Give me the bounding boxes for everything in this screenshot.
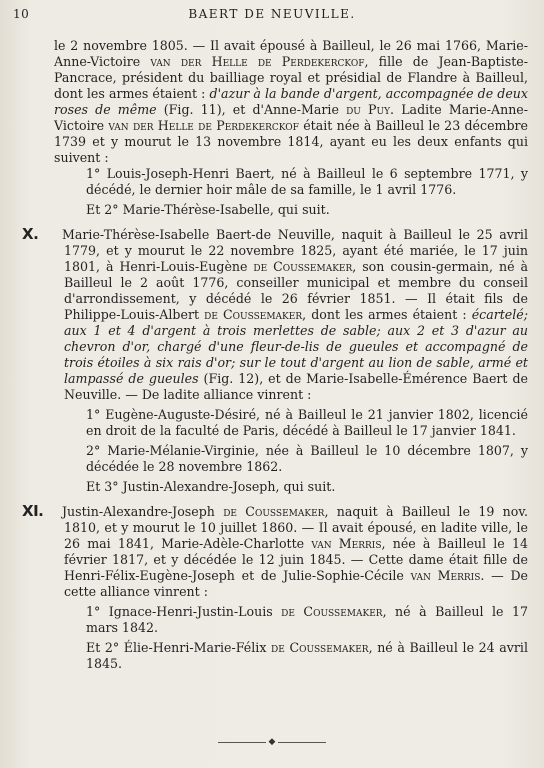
page-number: 10 — [13, 7, 30, 21]
surname: de Coussemaker — [204, 307, 303, 322]
surname: van Merris — [311, 536, 382, 551]
surname: de Coussemaker — [223, 504, 325, 519]
child-entry: 2° Marie-Mélanie-Virginie, née à Bailleul le 10 décembre 1807, y décédée le 28 novembre 1862. — [86, 443, 528, 474]
child-entry: Et 2° Élie-Henri-Marie-Félix de Coussemaker, né à Bailleul le 24 avril 1845. — [86, 640, 528, 671]
surname: de Coussemaker — [271, 640, 369, 655]
fleuron-ornament-icon: ◆ — [0, 738, 544, 747]
child-entry: 1° Ignace-Henri-Justin-Louis de Coussemaker, né à Bailleul le 17 mars 1842. — [86, 604, 528, 635]
generation-numeral: XI. — [22, 502, 44, 520]
heraldic-blazon: d'azur à la bande d'argent, accompagnée de deux roses de même — [54, 86, 528, 117]
child-entry: Et 2° Marie-Thérèse-Isabelle, qui suit. — [86, 202, 330, 217]
generation-numeral: X. — [22, 225, 39, 243]
surname: van der Helle de Perdekerckof — [108, 118, 299, 133]
running-title: BAERT DE NEUVILLE. — [188, 7, 356, 21]
child-entry: Et 3° Justin-Alexandre-Joseph, qui suit. — [86, 479, 336, 494]
surname: de Coussemaker — [281, 604, 383, 619]
surname: de Coussemaker — [253, 259, 353, 274]
surname: van Merris — [410, 568, 481, 583]
surname: van der Helle de Perdekerckof — [150, 54, 365, 69]
paragraph-marriage: le 2 novembre 1805. — Il avait épousé à Bailleul, le 26 mai 1766, Marie-Anne-Victoire van der Helle de Perdekerckof, fille de Jean-Baptiste-Pancrace, président du bailliage royal et présidial de Flandre à Bailleul, dont les armes étaient : d'azur à la bande d'argent, accompagnée de deux roses de même (Fig. 11), et d'Anne-Marie du Puy. Ladite Marie-Anne-Victoire van der Helle de Perdekerckof était née à Bailleul le 23 décembre 1739 et y mourut le 13 novembre 1814, ayant eu les deux enfants qui suivent : — [54, 38, 529, 165]
child-entry: 1° Eugène-Auguste-Désiré, né à Bailleul le 21 janvier 1802, licencié en droit de la faculté de Paris, décédé à Bailleul le 17 janvier 1841. — [86, 407, 528, 438]
heraldic-blazon: écartelé; aux 1 et 4 d'argent à trois merlettes de sable; aux 2 et 3 d'azur au chevron d'or, chargé d'une fleur-de-lis de gueules et accompagné de trois étoiles à six rais d'or; sur le tout d'argent au lion de sable, armé et lampassé de gueules — [64, 307, 528, 386]
child-entry: 1° Louis-Joseph-Henri Baert, né à Bailleul le 6 septembre 1771, y décédé, le dernier hoir mâle de sa famille, le 1 avril 1776. — [86, 166, 528, 197]
generation-x: X. Marie-Thérèse-Isabelle Baert-de Neuville, naquit à Bailleul le 25 avril 1779, et y mourut le 22 novembre 1825, ayant été mariée, le 17 juin 1801, à Henri-Louis-Eugène de Coussemaker, son cousin-germain, né à Bailleul le 2 août 1776, conseiller municipal et membre du conseil d'arrondissement, y décédé le 26 février 1851. — Il était fils de Philippe-Louis-Albert de Coussemaker, dont les armes étaient : écartelé; aux 1 et 4 d'argent à trois merlettes de sable; aux 2 et 3 d'azur au chevron d'or, chargé d'une fleur-de-lis de gueules et accompagné de trois étoiles à six rais d'or; sur le tout d'argent au lion de sable, armé et lampassé de gueules (Fig. 12), et de Marie-Isabelle-Émérence Baert de Neuville. — De ladite alliance vinrent : — [22, 225, 528, 402]
surname: du Puy — [346, 102, 391, 117]
page-body — [22, 38, 528, 672]
generation-xi: XI. Justin-Alexandre-Joseph de Coussemaker, naquit à Bailleul le 19 nov. 1810, et y mourut le 10 juillet 1860. — Il avait épousé, en ladite ville, le 26 mai 1841, Marie-Adèle-Charlotte van Merris, née à Bailleul le 14 février 1817, et y décédée le 12 juin 1845. — Cette dame était fille de Henri-Félix-Eugène-Joseph et de Julie-Sophie-Cécile van Merris. — De cette alliance vinrent : — [22, 502, 528, 599]
